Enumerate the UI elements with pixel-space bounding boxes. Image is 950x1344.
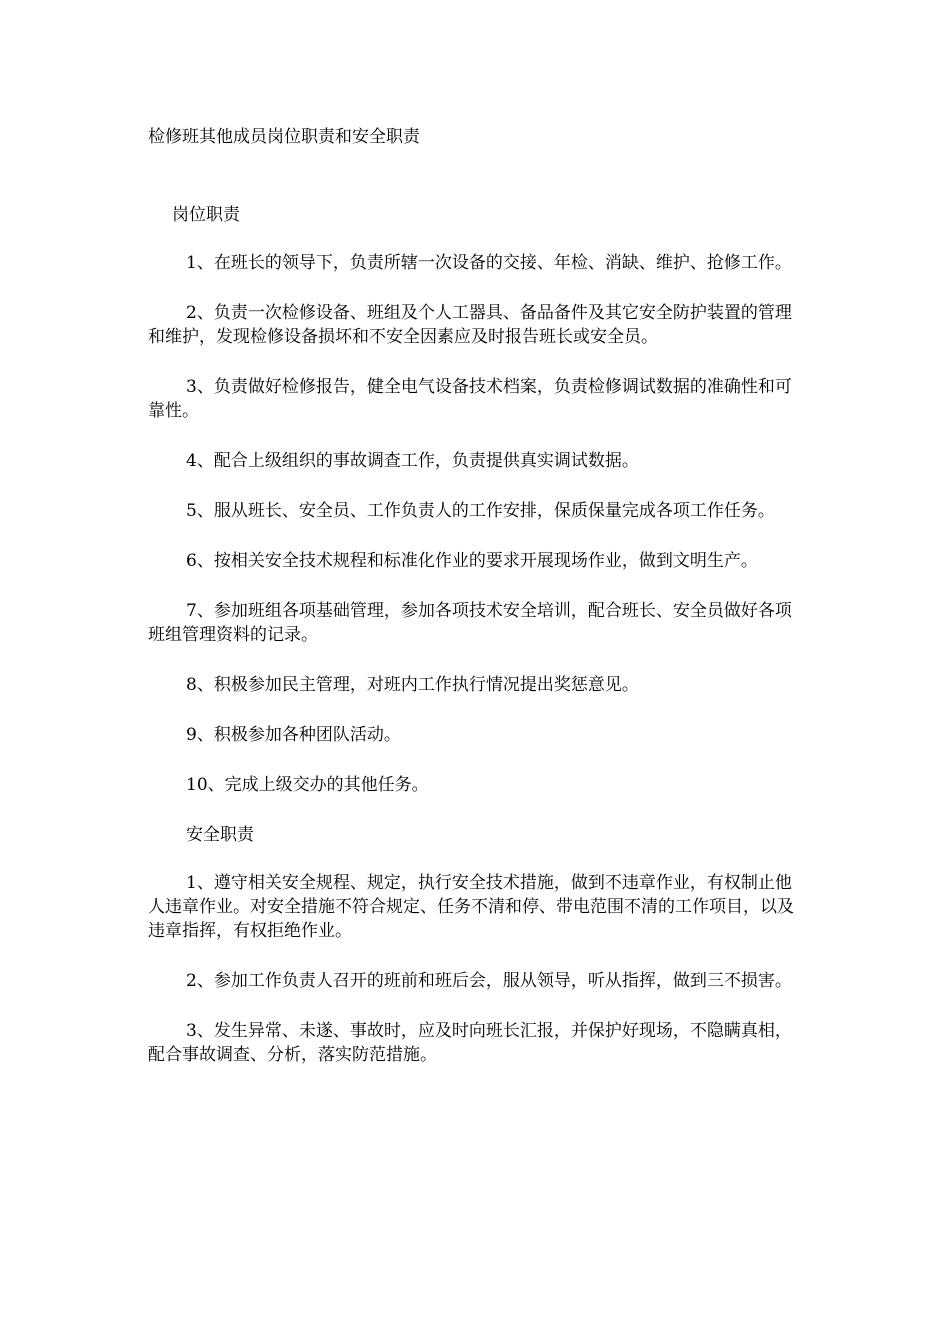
post-duty-item: 6、按相关安全技术规程和标准化作业的要求开展现场作业，做到文明生产。	[186, 551, 758, 571]
post-duty-item: 5、服从班长、安全员、工作负责人的工作安排，保质保量完成各项工作任务。	[186, 501, 775, 521]
document-body	[148, 125, 800, 1067]
safety-duty-item: 2、参加工作负责人召开的班前和班后会，服从领导，听从指挥，做到三不损害。	[186, 971, 792, 991]
post-duty-item: 3、负责做好检修报告，健全电气设备技术档案，负责检修调试数据的准确性和可靠性。	[148, 377, 792, 421]
safety-duty-item: 1、遵守相关安全规程、规定，执行安全技术措施，做到不违章作业，有权制止他人违章作业。对安全措施不符合规定、任务不清和停、带电范围不清的工作项目，以及违章指挥，有权拒绝作业。	[148, 873, 794, 941]
post-duty-item: 2、负责一次检修设备、班组及个人工器具、备品备件及其它安全防护装置的管理和维护，发现检修设备损坏和不安全因素应及时报告班长或安全员。	[148, 303, 792, 347]
post-duty-item: 7、参加班组各项基础管理，参加各项技术安全培训，配合班长、安全员做好各项班组管理资料的记录。	[148, 601, 792, 645]
post-duty-item: 10、完成上级交办的其他任务。	[186, 775, 429, 795]
post-duty-item: 9、积极参加各种团队活动。	[186, 725, 401, 745]
safety-duties-heading: 安全职责	[186, 825, 254, 845]
document-title: 检修班其他成员岗位职责和安全职责	[148, 127, 420, 147]
post-duties-heading: 岗位职责	[172, 205, 240, 225]
safety-duty-item: 3、发生异常、未遂、事故时，应及时向班长汇报，并保护好现场，不隐瞒真相，配合事故调查、分析，落实防范措施。	[148, 1021, 792, 1065]
post-duty-item: 4、配合上级组织的事故调查工作，负责提供真实调试数据。	[186, 451, 639, 471]
post-duty-item: 8、积极参加民主管理，对班内工作执行情况提出奖惩意见。	[186, 675, 639, 695]
post-duty-item: 1、在班长的领导下，负责所辖一次设备的交接、年检、消缺、维护、抢修工作。	[186, 253, 792, 273]
